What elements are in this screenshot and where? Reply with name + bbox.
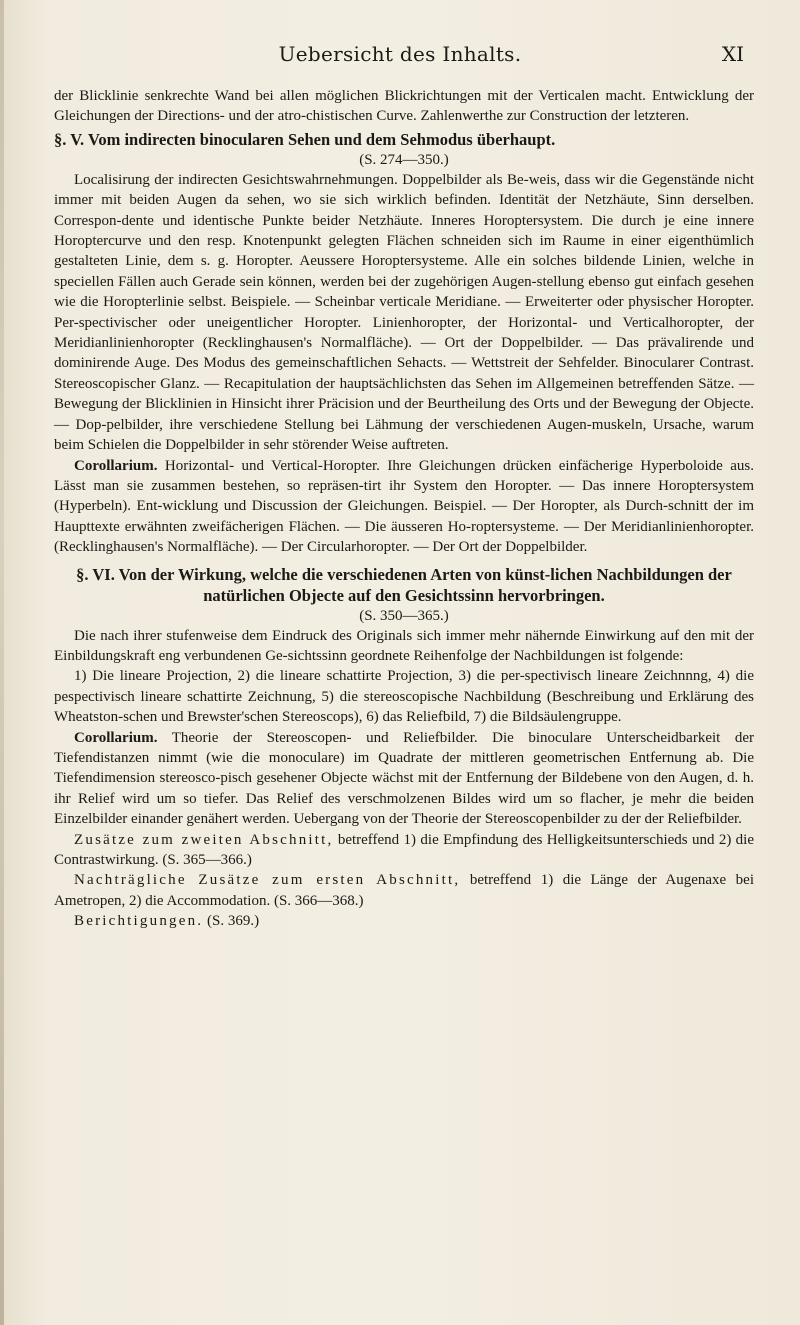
running-title: Uebersicht des Inhalts. <box>278 42 522 66</box>
corollarium-text: Horizontal- und Vertical-Horopter. Ihre Gleichungen drücken einfächerige Hyperboloide aus. Lässt man sie zusammen bestehen, so repräsen-tirt ihr System den Horopter. — Das innere Horoptersystem (Hyperbeln). Ent-wicklung und Discussion der Gleichungen. Beispiel. — Der Horopter, als Durch-schnitt der im Haupttexte erwähnten zweifächerigen Flächen. — Die äusseren Ho-roptersysteme. — Der Meridianlinienhoropter. (Recklinghausen's Normalfläche). — Der Circularhoropter. — Der Ort der Doppelbilder. <box>54 457 755 556</box>
section-6-body-1: Die nach ihrer stufenweise dem Eindruck des Originals sich immer mehr nähernde Einwirkung auf den mit der Einbildungskraft eng verbundenen Ge-sichtssinn geordnete Reihenfolge der Nachbildungen ist folgende: <box>54 627 754 664</box>
section-5-heading: §. V. Vom indirecten binocularen Sehen und dem Sehmodus überhaupt. <box>54 129 556 149</box>
page-gutter-shadow <box>0 0 4 1325</box>
addendum-zusaetze <box>54 830 754 871</box>
addendum-text: betreffend 1) die Empfindung des Helligkeitsunterschieds und 2) die Contrastwirkung. (S. 365—366.) <box>54 831 755 868</box>
corollarium-label: Corollarium. <box>74 457 158 474</box>
section-6-pages: (S. 350—365.) <box>359 607 449 624</box>
section-6-heading: §. VI. Von der Wirkung, welche die verschiedenen Arten von künst-lichen Nachbildungen der natürlichen Objecte auf den Gesichtssinn hervorbringen. <box>76 564 732 605</box>
page-number: XI <box>721 42 744 66</box>
section-6-corollarium <box>54 728 754 830</box>
addendum-label: Berichtigungen. <box>74 913 204 930</box>
page-header <box>0 40 800 70</box>
addendum-nachtraege <box>54 870 754 911</box>
corollarium-text: Theorie der Stereoscopen- und Reliefbilder. Die binoculare Unterscheidbarkeit der Tiefendistanzen nimmt (wie die monoculare) im Quadrate der mittleren geometrischen Entfernung ab. Die Tiefendimension stereosco-pisch gesehener Objecte wächst mit der Entfernung der Bildebene von den Augen, d. h. ihr Relief wird um so tiefer. Das Relief des verschmolzenen Bildes wird um so flacher, je mehr die beiden Einzelbilder einander genähert werden. Uebergang von der Theorie der Stereoscopenbilder zu der der Reliefbilder. <box>54 729 754 828</box>
addendum-text: betreffend 1) die Länge der Augenaxe bei Ametropen, 2) die Accommodation. (S. 366—368.) <box>54 872 755 909</box>
intro-paragraph: der Blicklinie senkrechte Wand bei allen möglichen Blickrichtungen mit der Verticalen macht. Entwicklung der Gleichungen der Directions- und der atro-chistischen Curve. Zahlenwerthe zur Construction der letzteren. <box>54 88 754 125</box>
section-5-corollarium <box>54 456 754 558</box>
section-5-body: Localisirung der indirecten Gesichtswahrnehmungen. Doppelbilder als Be-weis, dass wir die Gegenstände nicht immer mit beiden Augen da sehen, wo sie sich wirklich befinden. Identität der Netzhäute, Sinn derselben. Correspon-dente und identische Punkte beider Netzhäute. Inneres Horoptersystem. Die durch je eine innere Horoptercurve und den resp. Knotenpunkt gelegten Flächen schneiden sich im Raume in einer eigenthümlich gestalteten Linie, dem s. g. Horopter. Aeussere Horoptersysteme. Alle ein solches bildende Linien, welche in speciellen Fällen auch Gerade sein können, werden bei der zugehörigen Augen-stellung ebenso gut einfach gesehen wie die Horopterlinie selbst. Beispiele. — Scheinbar verticale Meridiane. — Erweiterter oder physischer Horopter. Per-spectivischer oder uneigentlicher Horopter. Linienhoropter, der Horizontal- und Verticalhoropter, der Meridianlinienhoropter (Recklinghausen's Normalfläche). — Ort der Doppelbilder. — Das prävalirende und dominirende Auge. Des Modus des gemeinschaftlichen Sehacts. — Wettstreit der Sehfelder. Binocularer Contrast. Stereoscopischer Glanz. — Recapitulation der hauptsächlichsten das Sehen im Allgemeinen betreffenden Sätze. — Bewegung der Blicklinien in Hinsicht ihrer Präcision und der Beurtheilung des Orts und der Bewegung der Objecte. — Dop-pelbilder, ihre verschiedene Stellung bei Lähmung der verschiedenen Augen-muskeln, Ursache, warum beim Schielen die Doppelbilder in sehr störender Weise auftreten. <box>54 171 754 454</box>
section-5-pages: (S. 274—350.) <box>359 151 449 168</box>
section-6-body-2: 1) Die lineare Projection, 2) die lineare schattirte Projection, 3) die per-spectivisch lineare Zeichnnng, 4) die pespectivisch lineare schattirte Zeichnung, 5) die stereoscopische Nachbildung (Beschreibung und Erklärung des Wheatston-schen und Brewster'schen Stereoscops), 6) das Reliefbild, 7) die Bildsäulengruppe. <box>54 668 754 726</box>
addendum-label: Nachträgliche Zusätze zum ersten Abschnitt, <box>74 872 461 889</box>
addendum-berichtigungen <box>54 911 754 931</box>
table-of-contents-text <box>54 86 754 932</box>
addendum-text: (S. 369.) <box>206 913 260 930</box>
addendum-label: Zusätze zum zweiten Abschnitt, <box>74 831 334 848</box>
corollarium-label: Corollarium. <box>74 729 158 746</box>
